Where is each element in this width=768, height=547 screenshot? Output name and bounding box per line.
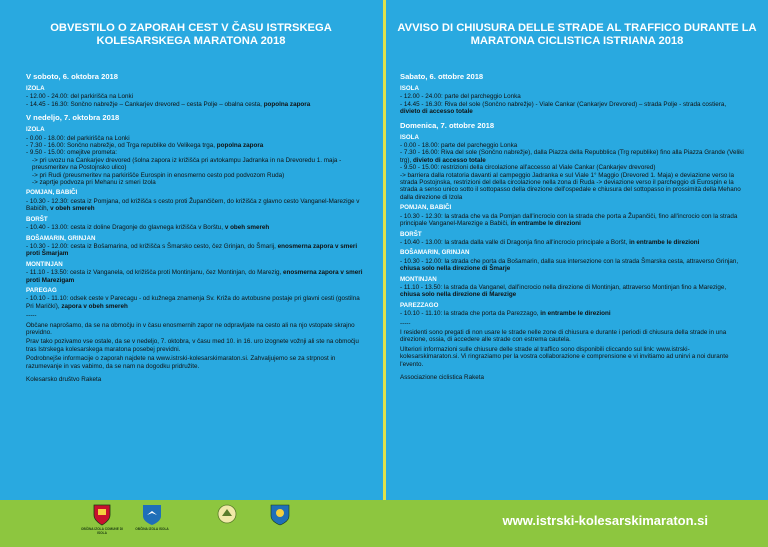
italian-body: [400, 70, 746, 381]
note-paragraph: Prav tako pozivamo vse ostale, da se v nedeljo, 7. oktobra, v času med 10. in 16. uro izognete vožnji ali ste na območju tras Istrskega kolesarskega maratona posebej previdni.: [26, 338, 359, 353]
closure-line: - 7.30 - 16.00: Riva del sole (Sončno nabrežje), dalla Piazza della Repubblica (Trg republike) fino alla Piazza Grande (Veliki trg), divieto di accesso totale: [400, 149, 744, 164]
italian-title: AVVISO DI CHIUSURA DELLE STRADE AL TRAFFICO DURANTE LA MARATONA CICLISTICA ISTRIANA 2018: [397, 22, 757, 47]
place-heading: BORŠT: [400, 230, 422, 238]
slovenian-title: OBVESTILO O ZAPORAH CEST V ČASU ISTRSKEGA KOLESARSKEGA MARATONA 2018: [50, 22, 332, 47]
closure-line: - 11.10 - 13.50: cesta iz Vanganela, od križišča proti Montinjanu, čez Montinjan, do Marezig, enosmerna zapora v smeri proti Marezigam: [26, 269, 363, 284]
closure-line: - 10.30 - 12.00: cesta iz Bošamarina, od križišča s Šmarsko cesto, čez Grinjan, do Šmarij, enosmerna zapora v smeri proti Šmarjam: [26, 242, 358, 258]
closure-line: - 10.10 - 11.10: la strada che porta da Parezzago, in entrambe le direzioni: [400, 310, 611, 318]
signature: Associazione ciclistica Raketa: [400, 374, 484, 381]
place-heading: MONTINJAN: [400, 275, 437, 283]
community-logo: [205, 503, 249, 545]
bird-icon: [141, 503, 163, 527]
saturday-heading: Sabato, 6. ottobre 2018: [400, 72, 484, 81]
signature: Kolesarsko društvo Raketa: [26, 376, 102, 383]
closure-line: -> pri uvozu na Cankarjev drevored (šolna zapora iz križišča pri avtokampu Jadranka in na Drevoredu 1. maja - preusmeritev na Postojnsko ulico): [32, 156, 342, 172]
izola-municipality-logo: [80, 503, 124, 545]
place-izola: ISOLA: [400, 133, 419, 141]
place-heading: BORŠT: [26, 215, 48, 223]
logo-caption: OBČINA IZOLA COMUNE DI ISOLA: [81, 527, 123, 535]
note-paragraph: I residenti sono pregati di non usare le strade nelle zone di chiusura e durante i periodi di chiusura della strade in una direzione, ossia, di accedere alle strade con estrema cautela.: [400, 328, 727, 344]
footer-band: [0, 500, 768, 547]
closure-line: - 0.00 - 18.00: del parkirišča na Lonki: [26, 134, 130, 142]
school-logo: [130, 503, 174, 545]
closure-line: - 0.00 - 18.00: parte del parcheggio Lonka: [400, 142, 518, 150]
coat-of-arms-icon: [92, 503, 112, 527]
place-heading: POMJAN, BABIČI: [400, 204, 452, 212]
note-paragraph: Podrobnejše informacije o zaporah najdete na www.istrski-kolesarskimaraton.si. Zahvaljujemo se za strpnost in razumevanje in vas vabimo, da se nam na dogodku pridružite.: [26, 355, 336, 370]
closure-line: - 12.00 - 24.00: parte del parcheggio Lonka: [400, 93, 521, 101]
closure-line: - 10.30 - 12.30: la strada che va da Pomjan dall'incrocio con la strada che porta a Župančiči, fino all'incrocio con la strada principale Vanganel-Marezige a Babiči, in entrambe le direzioni: [400, 212, 738, 228]
note-paragraph: Ulteriori informazioni sulle chiusure delle strade al traffico sono disponibili cliccando sul link: www.istrski-kolesarskimaraton.si. Vi ringraziamo per la vostra collaborazione e comprensione e vi invitiamo ad unirvi a noi durante l'evento.: [400, 345, 729, 368]
saturday-heading: V soboto, 6. oktobra 2018: [26, 72, 118, 81]
closure-line: - 7.30 - 16.00: Sončno nabrežje, od Trga republike do Velikega trga, popolna zapora: [26, 142, 264, 150]
italian-column: [386, 0, 768, 500]
note-paragraph: Občane naprošamo, da se na območju in v času enosmernih zapor ne odpravljate na cesto ali na njo vstopate skrajno previdno.: [26, 321, 355, 336]
logo-caption: OBČINA IZOLA ISOLA: [135, 527, 169, 531]
place-heading: BOŠAMARIN, GRINJAN: [400, 249, 470, 257]
slovenian-body: [26, 70, 364, 383]
closure-line: - 12.00 - 24.00: del parkirišča na Lonki: [26, 93, 134, 101]
separator: -----: [26, 312, 37, 320]
slovenian-column: [0, 0, 382, 500]
sunday-heading: Domenica, 7. ottobre 2018: [400, 120, 495, 130]
closure-line: - 10.40 - 13.00: la strada dalla valle di Dragonja fino all'incrocio principale a Boršt, in entrambe le direzioni: [400, 238, 700, 246]
emblem-icon: [216, 503, 238, 527]
place-heading: BOŠAMARIN, GRINJAN: [26, 234, 96, 242]
closure-line: -> zaprtje podvoza pri Mehanu iz smeri Izola: [32, 179, 156, 187]
closure-line: - 10.30 - 12.00: la strada che porta da Bošamarin, dalla sua intersezione con la strada Šmarska cesta, attraverso Grinjan, chiusa solo nella direzione di Šmarje: [400, 257, 739, 273]
closure-line: - 14.45 - 16.30: Riva del sole (Sončno nabrežje) - Viale Cankar (Cankarjev Drevored) – strada Polje - strada costiera, divieto di accesso totale: [400, 100, 727, 116]
shield-icon: [269, 503, 291, 527]
website-url[interactable]: www.istrski-kolesarskimaraton.si: [502, 513, 708, 528]
closure-line: - 10.10 - 11.10: odsek ceste v Parecagu - od kužnega znamenja Sv. Križa do avtobusne postaje pri glavni cesti (gostilna Pri Maričkí), zapora v obeh smereh: [26, 295, 360, 310]
closure-line: - 11.10 - 13.50: la strada da Vanganel, dall'incrocio nella direzione di Montinjan, attraverso Montinjan fino a Marezige, chiusa solo nella direzione di Marezige: [400, 283, 727, 299]
local-community-logo: [258, 503, 302, 545]
place-izola: IZOLA: [26, 85, 45, 92]
place-izola: ISOLA: [400, 85, 419, 92]
place-heading: PAREZZAGO: [400, 301, 439, 309]
closure-line: -> pri Rudi (preusmeritev na parkirišče Eurospin in enosmerno cesto pod podvozom Ruda): [32, 171, 285, 179]
closure-line: - 10.30 - 12.30: cesta iz Pomjana, od križišča s cesto proti Župančičem, do križišča z glavno cesto Vanganel-Marezige v Babičih, v obeh smereh: [26, 197, 360, 213]
place-izola: IZOLA: [26, 126, 45, 134]
place-heading: PAREGAG: [26, 286, 57, 294]
place-heading: MONTINJAN: [26, 260, 63, 268]
closure-line: - 9.50 - 15.00: omejitve prometa:: [26, 149, 118, 157]
sunday-heading: V nedeljo, 7. oktobra 2018: [26, 113, 120, 123]
place-heading: POMJAN, BABIČI: [26, 189, 78, 197]
closure-line: - 10.40 - 13.00: cesta iz doline Dragonje do glavnega križišča v Borštu, v obeh smereh: [26, 224, 270, 232]
closure-line: -> barriera dalla rotatoria davanti al campeggio Jadranka e sul Viale 1° Maggio (Drevored 1. Maja) e deviazione verso la strada Postojnska, restrizioni del della circolazione nella zona di Ruda -> deviazione verso il parcheggio di Eurospin e la strada a senso unico sotto il sottopasso della direzione dell'ospedale e chiusura del sottopasso in prossimità della Mehano dalla direzione di Izola: [400, 171, 741, 201]
closure-line: - 14.45 - 16.30: Sončno nabrežje – Cankarjev drevored – cesta Polje – obalna cesta, popolna zapora: [26, 100, 311, 108]
closure-line: - 9.50 - 15.00: restrizioni della circolazione all'accesso al Viale Cankar (Cankarjev drevored): [400, 164, 656, 172]
separator: -----: [400, 319, 411, 327]
